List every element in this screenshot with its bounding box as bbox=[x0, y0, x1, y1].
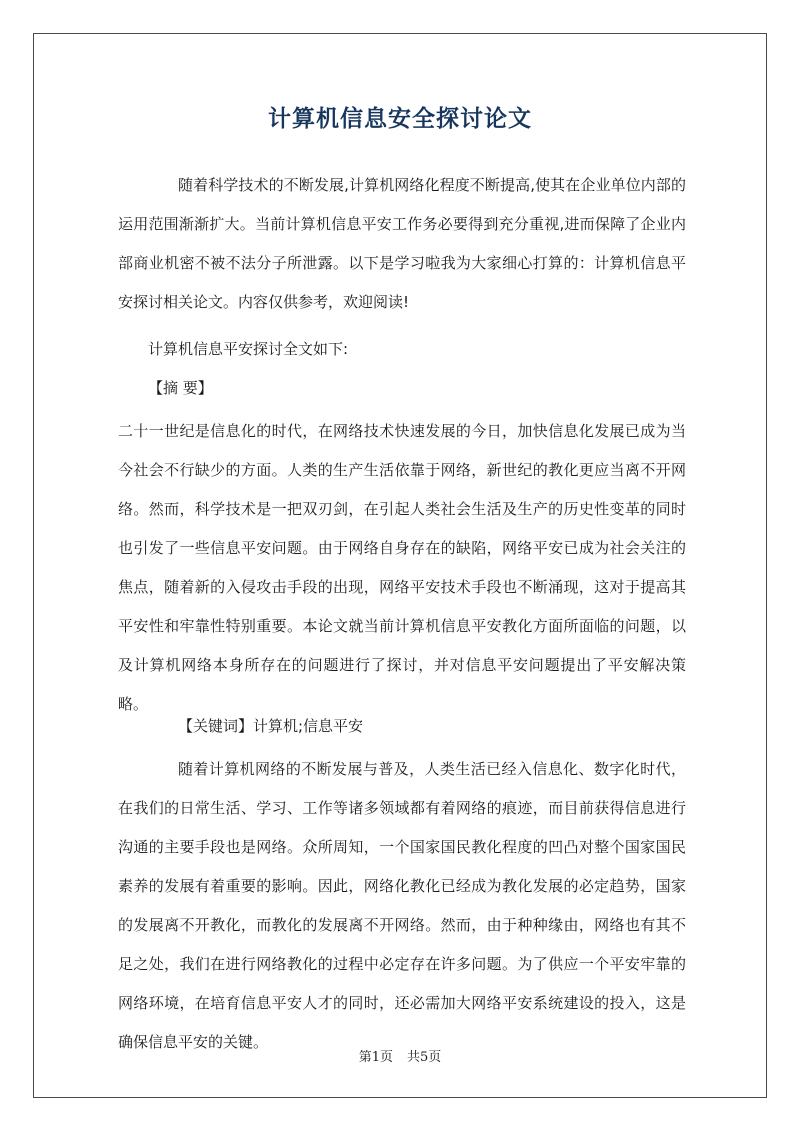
page-total: 共5页 bbox=[407, 1050, 442, 1065]
page-footer bbox=[0, 1046, 800, 1065]
document-title: 计算机信息安全探讨论文 bbox=[268, 106, 532, 132]
keywords-line: 【关键词】计算机;信息平安 bbox=[178, 717, 364, 735]
intro-paragraph: 随着科学技术的不断发展,计算机网络化程度不断提高,使其在企业单位内部的运用范围渐渐扩大。当前计算机信息平安工作务必要得到充分重视,进而保障了企业内部商业机密不被不法分子所泄露。以下是学习啦我为大家细心打算的：计算机信息平安探讨相关论文。内容仅供参考，欢迎阅读! bbox=[118, 176, 686, 311]
fulltext-label: 计算机信息平安探讨全文如下: bbox=[148, 340, 349, 358]
page-number: 第1页 bbox=[358, 1050, 393, 1065]
body-paragraph: 随着计算机网络的不断发展与普及，人类生活已经入信息化、数字化时代，在我们的日常生活、学习、工作等诸多领域都有着网络的痕迹，而目前获得信息进行沟通的主要手段也是网络。众所周知，一个国家国民教化程度的凹凸对整个国家国民素养的发展有着重要的影响。因此，网络化教化已经成为教化发展的必定趋势，国家的发展离不开教化，而教化的发展离不开网络。然而，由于种种缘由，网络也有其不足之处，我们在进行网络教化的过程中必定存在许多问题。为了供应一个平安牢靠的网络环境，在培育信息平安人才的同时，还必需加大网络平安系统建设的投入，这是确保信息平安的关键。 bbox=[118, 760, 686, 1051]
abstract-body: 二十一世纪是信息化的时代，在网络技术快速发展的今日，加快信息化发展已成为当今社会不行缺少的方面。人类的生产生活依靠于网络，新世纪的教化更应当离不开网络。然而，科学技术是一把双刃剑，在引起人类社会生活及生产的历史性变革的同时也引发了一些信息平安问题。由于网络自身存在的缺陷，网络平安已成为社会关注的焦点，随着新的入侵攻击手段的出现，网络平安技术手段也不断涌现，这对于提高其平安性和牢靠性特别重要。本论文就当前计算机信息平安教化方面所面临的问题，以及计算机网络本身所存在的问题进行了探讨，并对信息平安问题提出了平安解决策略。 bbox=[118, 422, 686, 713]
abstract-heading: 【摘 要】 bbox=[148, 379, 213, 397]
